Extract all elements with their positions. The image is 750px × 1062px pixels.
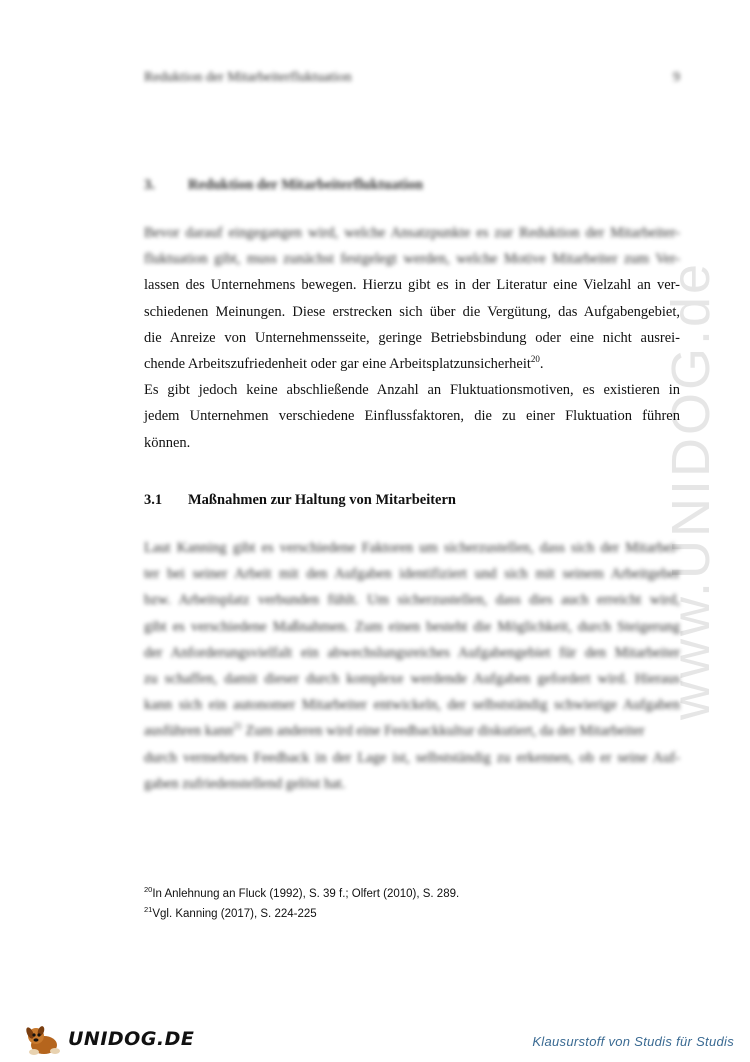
paragraph-line: zu schaffen, damit dieser durch komplexe werdende Aufgaben gefordert wird. Hieraus bbox=[144, 671, 680, 688]
logo-text: UNIDOG.DE bbox=[68, 1028, 195, 1050]
section-3-1-heading bbox=[144, 492, 456, 509]
paragraph-line: können. bbox=[144, 434, 191, 451]
footer bbox=[22, 1022, 734, 1056]
paragraph-line-text: Zum anderen wird eine Feedbackkultur diskutiert, da der Mitarbeiter bbox=[241, 723, 645, 740]
section-title: Reduktion der Mitarbeiterfluktuation bbox=[188, 177, 423, 193]
footnote-number: 21 bbox=[144, 905, 153, 915]
paragraph-line bbox=[144, 718, 680, 744]
paragraph-line-text: chende Arbeitszufriedenheit oder gar eine Arbeitsplatzunsicherheit bbox=[144, 356, 531, 373]
paragraph-line: die Anreize von Unternehmensseite, geringe Betriebsbindung oder eine nicht ausrei- bbox=[144, 329, 680, 346]
paragraph-line: Bevor darauf eingegangen wird, welche Ansatzpunkte es zur Reduktion der Mitarbeiter- bbox=[144, 225, 680, 241]
section-3-heading bbox=[144, 177, 423, 194]
paragraph-line: schiedenen Meinungen. Diese erstrecken sich über die Vergütung, das Aufgabengebiet, bbox=[144, 303, 680, 320]
paragraph-line: chende Arbeitszufriedenheit oder gar eine Arbeitsplatzunsicherheit$^{20}$. bbox=[144, 354, 544, 373]
page-number: 9 bbox=[673, 70, 680, 85]
section-3-paragraph bbox=[144, 220, 680, 456]
section-title: Maßnahmen zur Haltung von Mitarbeitern bbox=[188, 492, 456, 508]
footnote-text: In Anlehnung an Fluck (1992), S. 39 f.; Olfert (2010), S. 289. bbox=[152, 888, 460, 900]
footnotes bbox=[144, 884, 459, 924]
watermark: www.UNIDOG.de bbox=[661, 260, 721, 720]
paragraph-line: ter bei seiner Arbeit mit den Aufgaben identifiziert und sich mit seinem Arbeitgeber bbox=[144, 566, 680, 583]
footnote-ref: 20 bbox=[530, 354, 540, 365]
footnote bbox=[144, 904, 459, 924]
paragraph-line: gaben zufriedenstellend gelöst hat. bbox=[144, 775, 346, 792]
footnote bbox=[144, 884, 459, 904]
paragraph-line: gibt es verschiedene Maßnahmen. Zum einen besteht die Möglichkeit, durch Steigerung bbox=[144, 618, 680, 635]
paragraph-line-text: ausführen kann bbox=[144, 723, 233, 740]
paragraph-line: jedem Unternehmen verschiedene Einflussfaktoren, die zu einer Fluktuation führen bbox=[144, 408, 680, 425]
paragraph-line: der Anforderungsvielfalt ein abwechslungsreiches Aufgabengebiet für den Mitarbeiter bbox=[144, 644, 680, 661]
running-title: Reduktion der Mitarbeiterfluktuation bbox=[144, 70, 352, 85]
dog-mascot-icon bbox=[22, 1022, 66, 1056]
paragraph-line: kann sich ein autonomer Mitarbeiter entwickeln, der selbstständig schwierige Aufgaben bbox=[144, 697, 680, 714]
section-number: 3. bbox=[144, 177, 155, 193]
paragraph-line: durch vermehrtes Feedback in der Lage ist, selbstständig zu erkennen, ob er seine Auf- bbox=[144, 749, 680, 766]
paragraph-line: Laut Kanning gibt es verschiedene Faktoren um sicherzustellen, dass sich der Mitarbei- bbox=[144, 540, 680, 556]
slogan: Klausurstoff von Studis für Studis bbox=[532, 1034, 734, 1049]
footnote-ref: 21 bbox=[232, 721, 242, 732]
paragraph-line: fluktuation gibt, muss zunächst festgelegt werden, welche Motive Mitarbeiter zum Ver- bbox=[144, 251, 680, 268]
footnote-number: 20 bbox=[144, 885, 153, 895]
section-3-1-paragraph bbox=[144, 535, 680, 797]
section-number: 3.1 bbox=[144, 492, 163, 508]
running-header bbox=[144, 70, 680, 86]
paragraph-line: bzw. Arbeitsplatz verbunden fühlt. Um sicherzustellen, dass dies auch erreicht wird, bbox=[144, 592, 680, 609]
unidog-logo[interactable] bbox=[22, 1022, 194, 1056]
paragraph-line: Es gibt jedoch keine abschließende Anzahl an Fluktuationsmotiven, es existieren in bbox=[144, 382, 680, 399]
footnote-text: Vgl. Kanning (2017), S. 224-225 bbox=[152, 908, 317, 920]
paragraph-line: lassen des Unternehmens bewegen. Hierzu gibt es in der Literatur eine Vielzahl an ver- bbox=[144, 277, 680, 294]
